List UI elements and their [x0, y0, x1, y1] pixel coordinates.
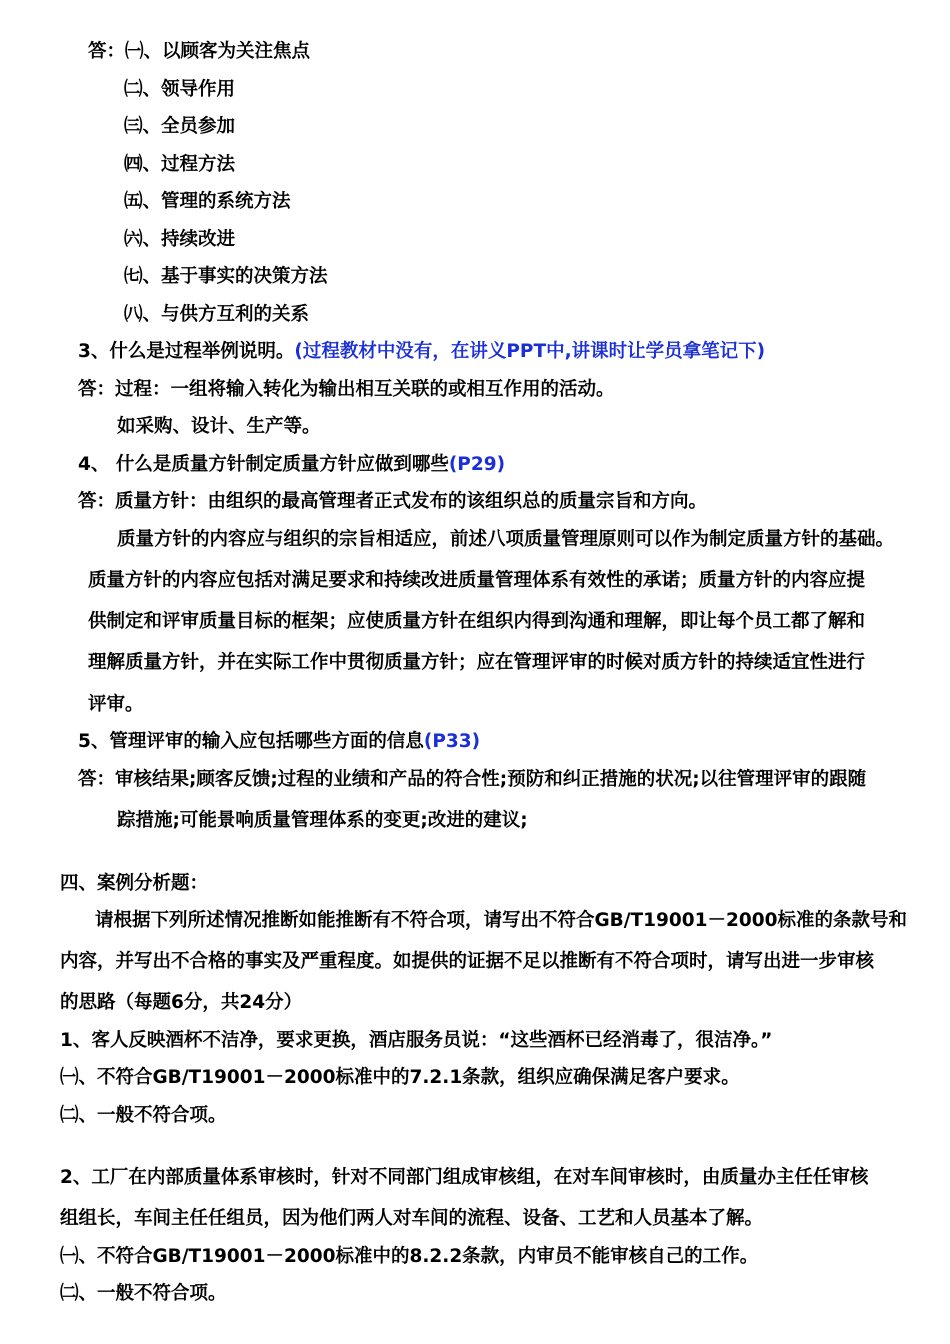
principle-item: ㈥、持续改进 — [124, 229, 236, 250]
case-2-text: 2、工厂在内部质量体系审核时，针对不同部门组成审核组，在对车间审核时，由质量办主任任审核 — [60, 1167, 869, 1188]
answer-5: 答：审核结果;顾客反馈;过程的业绩和产品的符合性;预防和纠正措施的状况;以往管理评审的跟随 — [78, 769, 867, 790]
section-intro-line: 请根据下列所述情况推断如能推断有不符合项，请写出不符合GB/T19001－2000标准的条款号和 — [95, 910, 908, 931]
question-3-text: 3、什么是过程举例说明。 — [78, 341, 295, 362]
case-1-severity: ㈡、一般不符合项。 — [60, 1105, 227, 1126]
case-1-answer: ㈠、不符合GB/T19001－2000标准中的7.2.1条款，组织应确保满足客户要求。 — [60, 1067, 740, 1088]
principle-item: ㈢、全员参加 — [124, 116, 236, 137]
question-4-ref: (P29) — [448, 454, 506, 475]
question-5-ref: (P33) — [423, 731, 481, 752]
question-4-text: 4、 什么是质量方针制定质量方针应做到哪些 — [78, 454, 449, 475]
case-1-text: 1、客人反映酒杯不洁净，要求更换，酒店服务员说：“这些酒杯已经消毒了，很洁净。” — [60, 1030, 773, 1051]
case-2-answer: ㈠、不符合GB/T19001－2000标准中的8.2.2条款，内审员不能审核自己的工作。 — [60, 1246, 759, 1267]
question-4 — [78, 453, 505, 477]
answer-prefix: 答： — [88, 41, 126, 62]
question-5-text: 5、管理评审的输入应包括哪些方面的信息 — [78, 731, 424, 752]
answer-4-para-first: 质量方针的内容应与组织的宗旨相适应，前述八项质量管理原则可以作为制定质量方针的基础。 — [117, 529, 895, 550]
section-intro-line: 的思路（每题6分，共24分） — [60, 992, 303, 1013]
question-3-note: (过程教材中没有，在讲义PPT中,讲课时让学员拿笔记下) — [294, 341, 766, 362]
question-3 — [78, 340, 765, 364]
principle-item: ㈣、过程方法 — [124, 154, 236, 175]
answer-5-cont: 踪措施;可能景响质量管理体系的变更;改进的建议; — [117, 810, 528, 831]
principle-item: ㈧、与供方互利的关系 — [124, 304, 310, 325]
answer-4-para-line: 理解质量方针，并在实际工作中贯彻质量方针；应在管理评审的时候对质方针的持续适宜性进行 — [88, 652, 866, 673]
answer-3-example: 如采购、设计、生产等。 — [117, 416, 321, 437]
principle-item: ㈦、基于事实的决策方法 — [124, 266, 328, 287]
principle-item: ㈤、管理的系统方法 — [124, 191, 291, 212]
case-2-text: 组组长，车间主任任组员，因为他们两人对车间的流程、设备、工艺和人员基本了解。 — [60, 1208, 764, 1229]
answer-4-para-line: 评审。 — [88, 694, 144, 715]
answer-principles-first — [88, 40, 310, 64]
answer-4: 答：质量方针：由组织的最高管理者正式发布的该组织总的质量宗旨和方向。 — [78, 491, 708, 512]
answer-4-para-line: 供制定和评审质量目标的框架；应使质量方针在组织内得到沟通和理解，即让每个员工都了解和 — [88, 611, 866, 632]
section-title: 四、案例分析题： — [60, 873, 209, 894]
case-2-severity: ㈡、一般不符合项。 — [60, 1283, 227, 1304]
answer-3: 答：过程：一组将输入转化为输出相互关联的或相互作用的活动。 — [78, 379, 615, 400]
answer-4-para-line: 质量方针的内容应包括对满足要求和持续改进质量管理体系有效性的承诺；质量方针的内容应提 — [88, 570, 866, 591]
principle-item: ㈡、领导作用 — [124, 79, 236, 100]
section-intro-line: 内容，并写出不合格的事实及严重程度。如提供的证据不足以推断有不符合项时，请写出进一步审核 — [60, 951, 875, 972]
principle-item: ㈠、以顾客为关注焦点 — [125, 41, 311, 62]
question-5 — [78, 730, 480, 754]
